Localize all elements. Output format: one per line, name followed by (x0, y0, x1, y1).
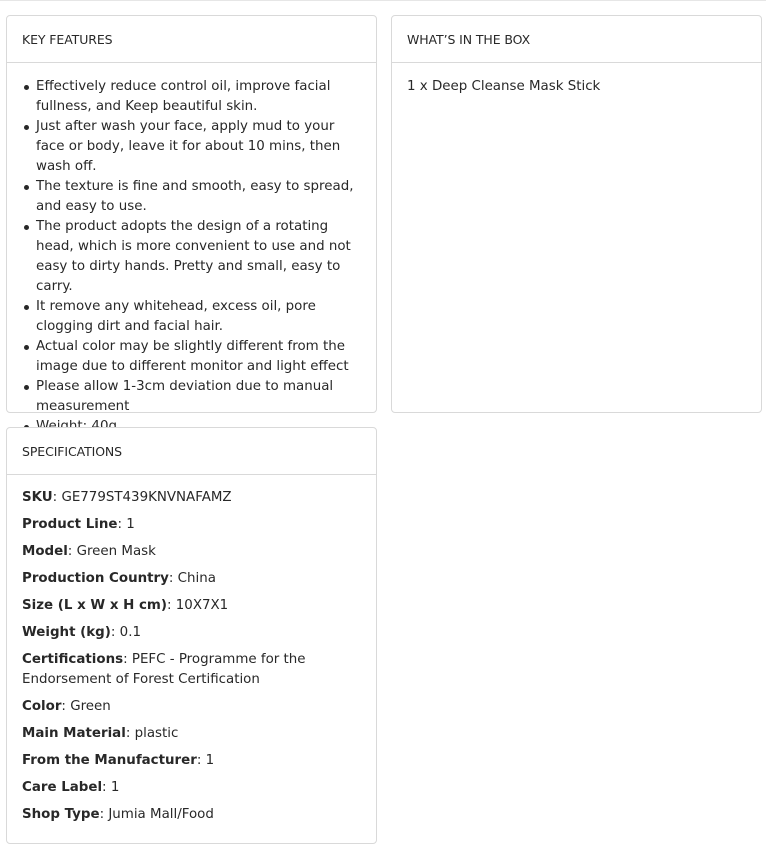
spec-value: PEFC - Programme for the Endorsement of Forest Certification (22, 652, 306, 687)
spec-row-care-label (22, 778, 361, 798)
specifications-card (6, 427, 377, 844)
spec-value: 10X7X1 (175, 598, 229, 613)
spec-key: Color (22, 699, 62, 714)
key-features-title: KEY FEATURES (7, 16, 376, 63)
spec-value: GE779ST439KNVNAFAMZ (61, 490, 232, 505)
feature-item: The texture is fine and smooth, easy to spread, and easy to use. (36, 177, 361, 217)
top-divider (0, 0, 766, 1)
spec-key: Shop Type (22, 807, 100, 822)
whats-in-box-card (391, 15, 762, 413)
spec-value: 1 (110, 780, 120, 795)
spec-separator: : (61, 699, 71, 714)
whats-in-box-content: 1 x Deep Cleanse Mask Stick (407, 79, 601, 94)
spec-value: China (177, 571, 216, 586)
spec-row-product-line (22, 515, 361, 535)
spec-row-size (22, 596, 361, 616)
spec-separator: : (167, 598, 176, 613)
spec-separator: : (110, 625, 120, 640)
spec-value: Green Mask (76, 544, 156, 559)
spec-key: Care Label (22, 780, 103, 795)
key-features-list (22, 77, 361, 437)
spec-value: plastic (134, 726, 179, 741)
spec-key: Size (L x W x H cm) (22, 598, 167, 613)
spec-value: Jumia Mall/Food (108, 807, 214, 822)
spec-row-shop-type (22, 805, 361, 825)
spec-separator: : (196, 753, 206, 768)
spec-key: Production Country (22, 571, 169, 586)
whats-in-box-title: WHAT’S IN THE BOX (392, 16, 761, 63)
spec-separator: : (125, 726, 135, 741)
specifications-list (7, 475, 376, 825)
key-features-body (7, 63, 376, 437)
spec-value: 1 (205, 753, 215, 768)
spec-separator: : (123, 652, 132, 667)
spec-key: Product Line (22, 517, 118, 532)
spec-key: Main Material (22, 726, 126, 741)
spec-separator: : (168, 571, 178, 586)
spec-key: Certifications (22, 652, 124, 667)
spec-separator: : (99, 807, 109, 822)
spec-key: SKU (22, 490, 53, 505)
feature-item: Please allow 1-3cm deviation due to manual measurement (36, 377, 361, 417)
spec-row-weight (22, 623, 361, 643)
spec-separator: : (102, 780, 111, 795)
spec-key: Model (22, 544, 68, 559)
spec-separator: : (67, 544, 77, 559)
feature-item: The product adopts the design of a rotating head, which is more convenient to use and not easy to dirty hands. Pretty and small, easy to carry. (36, 217, 361, 297)
feature-item: Effectively reduce control oil, improve facial fullness, and Keep beautiful skin. (36, 77, 361, 117)
feature-item: Actual color may be slightly different from the image due to different monitor and light effect (36, 337, 361, 377)
key-features-card (6, 15, 377, 413)
spec-row-model (22, 542, 361, 562)
specifications-title: SPECIFICATIONS (7, 428, 376, 475)
spec-row-production-country (22, 569, 361, 589)
spec-row-color (22, 697, 361, 717)
spec-separator: : (52, 490, 62, 505)
spec-separator: : (117, 517, 127, 532)
spec-key: From the Manufacturer (22, 753, 197, 768)
spec-row-from-manufacturer (22, 751, 361, 771)
spec-value: 0.1 (119, 625, 141, 640)
spec-row-certifications (22, 650, 361, 690)
spec-row-main-material (22, 724, 361, 744)
spec-value: 1 (126, 517, 135, 532)
feature-item: It remove any whitehead, excess oil, pore clogging dirt and facial hair. (36, 297, 361, 337)
spec-value: Green (70, 699, 111, 714)
spec-key: Weight (kg) (22, 625, 111, 640)
spec-row-sku (22, 488, 361, 508)
feature-item: Just after wash your face, apply mud to your face or body, leave it for about 10 mins, then wash off. (36, 117, 361, 177)
